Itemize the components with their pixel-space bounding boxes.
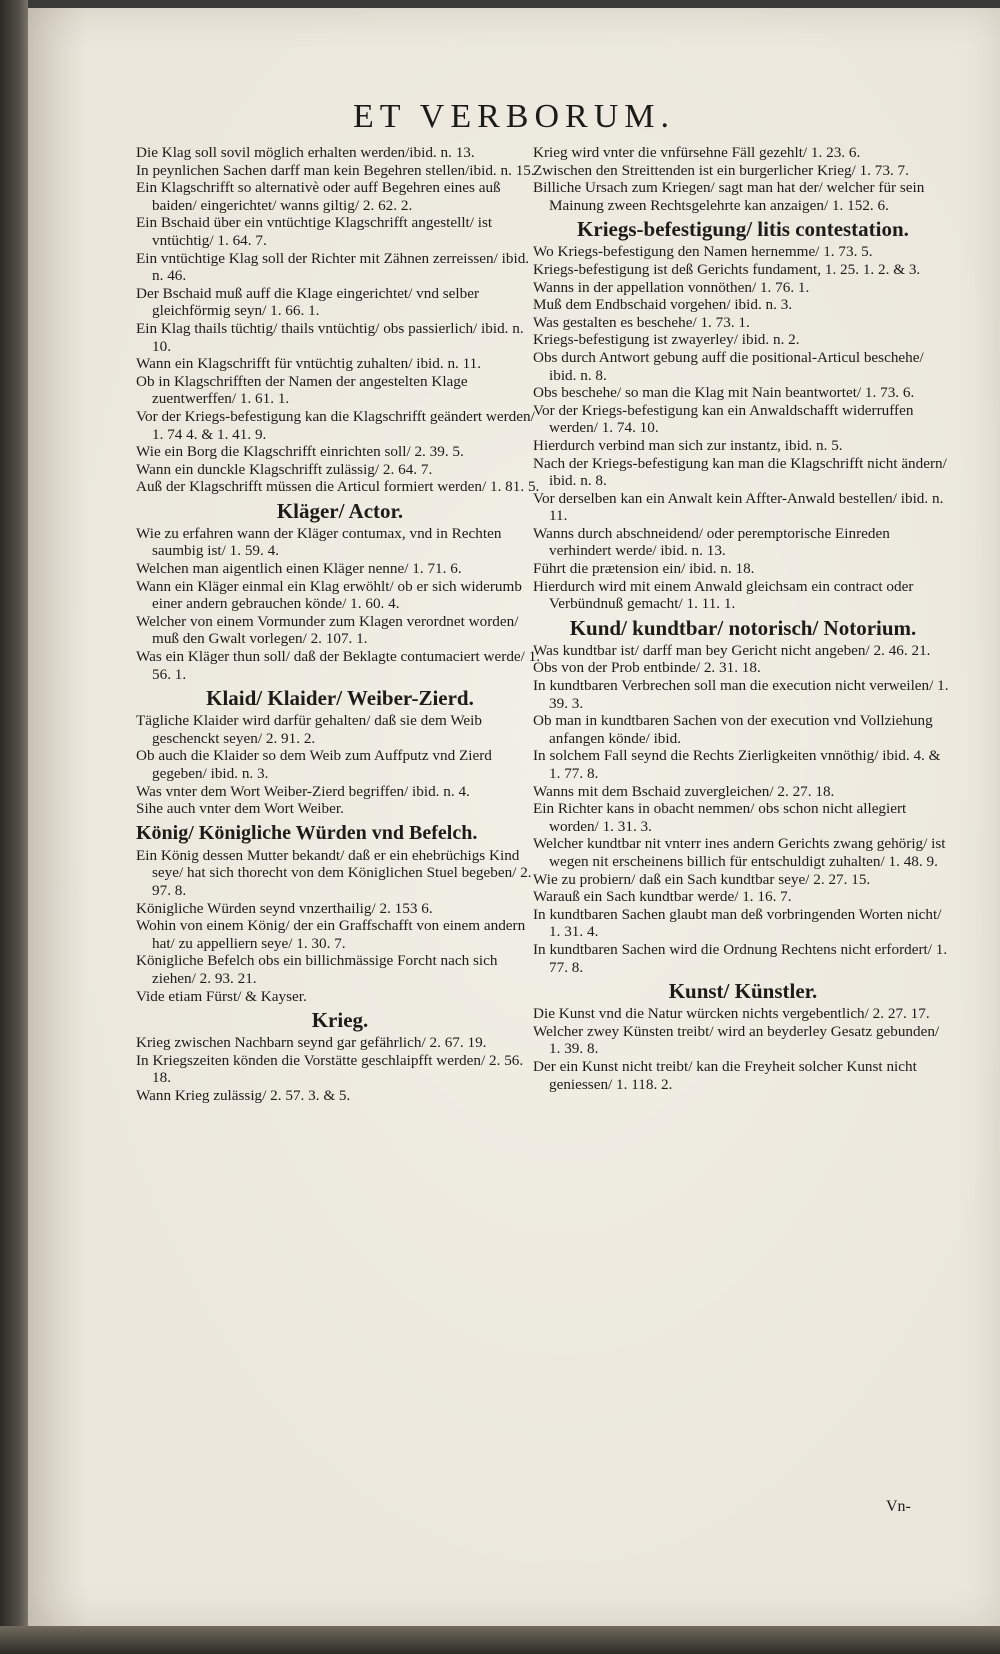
index-entry: Wie zu erfahren wann der Kläger contumax, vnd in Rechten saumbig ist/ 1. 59. 4. bbox=[136, 524, 502, 560]
index-entry: Wanns in der appellation vonnöthen/ 1. 76. 1. bbox=[533, 278, 810, 296]
index-entry: Krieg zwischen Nachbarn seynd gar gefährlich/ 2. 67. 19. bbox=[136, 1034, 487, 1052]
index-entry: Ein König dessen Mutter bekandt/ daß er ein ehebrüchigs Kind seye/ hat sich thorecht von dem Königlichen Stuel begeben/ 2. 97. 8. bbox=[136, 846, 532, 899]
index-entry: In Kriegszeiten könden die Vorstätte geschlaipfft werden/ 2. 56. 18. bbox=[136, 1051, 524, 1087]
book-spine bbox=[0, 0, 28, 1654]
index-entry: Wie zu probiern/ daß ein Sach kundtbar seye/ 2. 27. 15. bbox=[533, 870, 871, 888]
index-entry: In peynlichen Sachen darff man kein Begehren stellen/ibid. n. 15. bbox=[136, 161, 535, 179]
section-heading: Kunst/ Künstler. bbox=[668, 979, 818, 1004]
index-entry: Welcher zwey Künsten treibt/ wird an beyderley Gesatz gebunden/ 1. 39. 8. bbox=[533, 1022, 940, 1058]
index-entry: Führt die prætension ein/ ibid. n. 18. bbox=[533, 560, 755, 578]
section-heading: Klaid/ Klaider/ Weiber-Zierd. bbox=[206, 686, 474, 711]
index-entry: Die Klag soll sovil möglich erhalten werden/ibid. n. 13. bbox=[136, 144, 475, 161]
index-entry: Was vnter dem Wort Weiber-Zierd begriffen/ ibid. n. 4. bbox=[136, 782, 470, 800]
index-entry: Wann ein Klagschrifft für vntüchtig zuhalten/ ibid. n. 11. bbox=[136, 355, 482, 373]
page-bottom-edge bbox=[0, 1626, 1000, 1654]
index-entry: Was ein Kläger thun soll/ daß der Beklagte contumaciert werde/ 1. 56. 1. bbox=[136, 648, 541, 683]
index-entry: In kundtbaren Sachen wird die Ordnung Rechtens nicht erfordert/ 1. 77. 8. bbox=[533, 940, 948, 976]
index-entry: In solchem Fall seynd die Rechts Zierligkeiten vnnöthig/ ibid. 4. & 1. 77. 8. bbox=[533, 747, 941, 782]
index-entry: Was gestalten es beschehe/ 1. 73. 1. bbox=[533, 313, 750, 331]
index-entry: Vor der Kriegs-befestigung kan ein Anwaldschafft widerruffen werden/ 1. 74. 10. bbox=[533, 401, 914, 437]
index-entry: Kriegs-befestigung ist deß Gerichts fundament, 1. 25. 1. 2. & 3. bbox=[533, 260, 921, 278]
index-entry: Wann ein Kläger einmal ein Klag erwöhlt/ ob er sich widerumb einer andern gebrauchen könde/ 1. 60. 4. bbox=[136, 577, 522, 613]
index-entry: Wanns mit dem Bschaid zuvergleichen/ 2. 27. 18. bbox=[533, 782, 835, 800]
index-entry: Muß dem Endbschaid vorgehen/ ibid. n. 3. bbox=[533, 296, 793, 314]
section-heading: Kläger/ Actor. bbox=[276, 498, 404, 523]
page-header: ET VERBORUM. bbox=[352, 98, 675, 135]
index-entry: Vide etiam Fürst/ & Kayser. bbox=[136, 987, 307, 1005]
index-column-left bbox=[136, 144, 544, 1105]
index-entry: Obs beschehe/ so man die Klag mit Nain beantwortet/ 1. 73. 6. bbox=[533, 384, 915, 402]
index-entry: Ob in Klagschrifften der Namen der angestelten Klage zuentwerffen/ 1. 61. 1. bbox=[136, 372, 468, 408]
index-entry: Tägliche Klaider wird darfür gehalten/ daß sie dem Weib geschenckt seyen/ 2. 91. 2. bbox=[136, 712, 482, 747]
index-entry: Hierdurch verbind man sich zur instantz, ibid. n. 5. bbox=[533, 436, 843, 454]
index-entry: Obs von der Prob entbinde/ 2. 31. 18. bbox=[533, 659, 761, 677]
index-entry: Welchen man aigentlich einen Kläger nenne/ 1. 71. 6. bbox=[136, 560, 462, 578]
index-entry: Der ein Kunst nicht treibt/ kan die Freyheit solcher Kunst nicht geniessen/ 1. 118. 2. bbox=[533, 1057, 917, 1093]
index-entry: Krieg wird vnter die vnfürsehne Fäll gezehlt/ 1. 23. 6. bbox=[533, 144, 861, 161]
index-entry: Ein Klagschrifft so alternativè oder auff Begehren eines auß baiden/ eingerichtet/ wanns giltig/ 2. 62. 2. bbox=[136, 179, 501, 214]
index-entry: Ob man in kundtbaren Sachen von der execution vnd Vollziehung anfangen könde/ ibid. bbox=[533, 712, 933, 747]
section-heading: Kund/ kundtbar/ notorisch/ Notorium. bbox=[569, 615, 917, 640]
index-entry: Ein Bschaid über ein vntüchtige Klagschrifft angestellt/ ist vntüchtig/ 1. 64. 7. bbox=[136, 214, 493, 249]
index-entry: Vor derselben kan ein Anwalt kein Affter-Anwald bestellen/ ibid. n. 11. bbox=[533, 489, 944, 525]
index-entry: Wanns durch abschneidend/ oder peremptorische Einreden verhindert werde/ ibid. n. 13. bbox=[533, 524, 890, 560]
index-entry: Sihe auch vnter dem Wort Weiber. bbox=[136, 800, 344, 818]
index-entry: Die Kunst vnd die Natur würcken nichts vergebentlich/ 2. 27. 17. bbox=[533, 1005, 930, 1023]
index-column-right bbox=[533, 144, 953, 1093]
section-heading: Krieg. bbox=[311, 1008, 369, 1033]
index-entry: Was kundtbar ist/ darff man bey Gericht nicht angeben/ 2. 46. 21. bbox=[533, 641, 931, 659]
index-entry: In kundtbaren Sachen glaubt man deß vorbringenden Worten nicht/ 1. 31. 4. bbox=[533, 905, 942, 941]
index-entry: Ein vntüchtige Klag soll der Richter mit Zähnen zerreissen/ ibid. n. 46. bbox=[136, 249, 530, 285]
index-entry: Welcher von einem Vormunder zum Klagen verordnet worden/ muß den Gwalt vorlegen/ 2. 107. 1. bbox=[136, 612, 519, 648]
index-entry: Königliche Würden seynd vnzerthailig/ 2. 153 6. bbox=[136, 899, 433, 917]
index-entry: Nach der Kriegs-befestigung kan man die Klagschrifft nicht ändern/ ibid. n. 8. bbox=[533, 454, 947, 490]
index-entry: In kundtbaren Verbrechen soll man die execution nicht verweilen/ 1. 39. 3. bbox=[533, 677, 949, 712]
index-entry: Wie ein Borg die Klagschrifft einrichten soll/ 2. 39. 5. bbox=[136, 443, 464, 461]
index-entry: Billiche Ursach zum Kriegen/ sagt man hat der/ welcher für sein Mainung zween Rechtsgelehrte kan anzaigen/ 1. 152. 6. bbox=[533, 179, 925, 214]
book-page bbox=[28, 8, 1000, 1626]
index-entry: Wo Kriegs-befestigung den Namen hernemme/ 1. 73. 5. bbox=[533, 243, 873, 261]
section-heading: König/ Königliche Würden vnd Befelch. bbox=[136, 821, 478, 844]
section-heading: Kriegs-befestigung/ litis contestation. bbox=[577, 217, 909, 242]
index-entry: Königliche Befelch obs ein billichmässige Forcht nach sich ziehen/ 2. 93. 21. bbox=[136, 952, 498, 987]
index-entry: Zwischen den Streittenden ist ein burgerlicher Krieg/ 1. 73. 7. bbox=[533, 161, 909, 179]
index-entry: Kriegs-befestigung ist zwayerley/ ibid. n. 2. bbox=[533, 331, 800, 349]
index-entry: Hierdurch wird mit einem Anwald gleichsam ein contract oder Verbündnuß gemacht/ 1. 11. 1. bbox=[533, 577, 914, 613]
index-entry: Obs durch Antwort gebung auff die positional-Articul beschehe/ ibid. n. 8. bbox=[533, 348, 924, 384]
index-entry: Ob auch die Klaider so dem Weib zum Auffputz vnd Zierd gegeben/ ibid. n. 3. bbox=[136, 747, 492, 782]
index-entry: Warauß ein Sach kundtbar werde/ 1. 16. 7. bbox=[533, 888, 792, 906]
catchword: Vn- bbox=[886, 1498, 911, 1515]
index-entry: Ein Klag thails tüchtig/ thails vntüchtig/ obs passierlich/ ibid. n. 10. bbox=[136, 319, 524, 355]
index-entry: Der Bschaid muß auff die Klage eingerichtet/ vnd selber gleichförmig seyn/ 1. 66. 1. bbox=[136, 284, 480, 320]
index-entry: Wohin von einem König/ der ein Graffschafft von einem andern hat/ zu appelliern seye/ 1. 30. 7. bbox=[136, 917, 526, 952]
index-entry: Wann Krieg zulässig/ 2. 57. 3. & 5. bbox=[136, 1086, 351, 1104]
index-entry: Vor der Kriegs-befestigung kan die Klagschrifft geändert werden/ 1. 74 4. & 1. 41. 9. bbox=[136, 407, 535, 443]
index-entry: Auß der Klagschrifft müssen die Articul formiert werden/ 1. 81. 5. bbox=[136, 478, 540, 496]
index-entry: Wann ein dunckle Klagschrifft zulässig/ 2. 64. 7. bbox=[136, 460, 433, 478]
index-entry: Ein Richter kans in obacht nemmen/ obs schon nicht allegiert worden/ 1. 31. 3. bbox=[533, 800, 907, 835]
index-entry: Welcher kundtbar nit vnterr ines andern Gerichts zwang gehörig/ ist wegen nit erscheinens billich für entschuldigt zuhalten/ 1. 48. 9. bbox=[533, 835, 946, 870]
